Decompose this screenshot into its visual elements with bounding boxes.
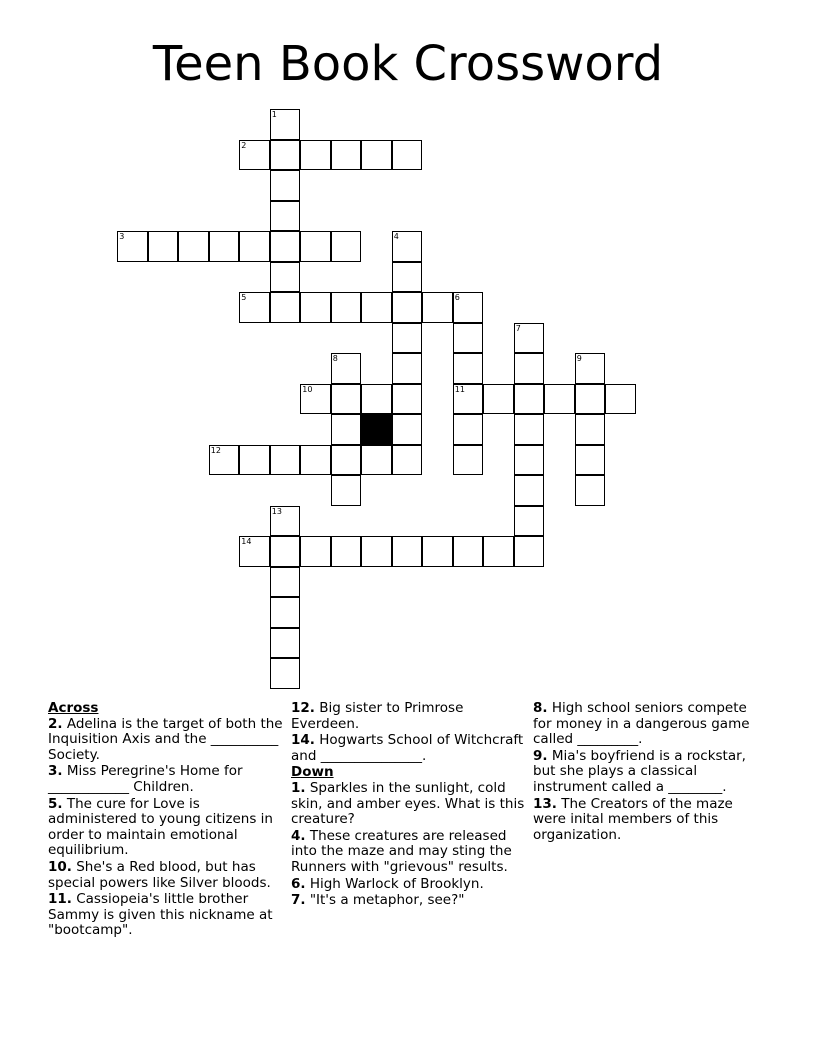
across-clue-list [48,717,284,939]
grid-cell[interactable] [514,536,545,567]
grid-cell[interactable] [605,384,636,415]
grid-cell[interactable] [575,353,606,384]
grid-cell[interactable] [331,384,362,415]
clue-text: Hogwarts School of Witchcraft and _______________. [291,732,524,764]
clue-number: 8 [332,354,338,364]
clue-text: Big sister to Primrose Everdeen. [291,700,464,732]
grid-cell[interactable] [361,445,392,476]
clue-text: Adelina is the target of both the Inquisition Axis and the __________ Society. [48,715,283,763]
clue-number-label: 12. [291,700,315,716]
down-clue [533,749,769,796]
grid-cell[interactable] [178,231,209,262]
grid-cell[interactable] [392,445,423,476]
down-clue [291,893,527,909]
grid-cell[interactable] [331,292,362,323]
grid-cell[interactable] [300,384,331,415]
across-clue [48,764,284,795]
grid-cell[interactable] [300,140,331,171]
clue-number-label: 13. [533,795,557,812]
grid-cell[interactable] [331,445,362,476]
down-clue-list [291,781,527,909]
grid-cell[interactable] [209,231,240,262]
grid-cell[interactable] [270,201,301,232]
grid-cell[interactable] [514,323,545,354]
grid-cell[interactable] [422,292,453,323]
clue-number-label: 11. [48,891,72,908]
grid-cell[interactable] [331,140,362,171]
grid-cell[interactable] [514,414,545,445]
grid-cell[interactable] [270,262,301,293]
clue-number: 9 [576,354,582,364]
clue-text: The Creators of the maze were inital members of this organization. [533,795,733,843]
grid-cell[interactable] [270,658,301,689]
grid-cell[interactable] [453,384,484,415]
grid-cell[interactable] [270,292,301,323]
grid-cell[interactable] [300,292,331,323]
down-clue-list-continued [533,701,769,843]
across-clue [291,701,527,732]
grid-cell[interactable] [453,292,484,323]
across-clue-list-continued [291,701,527,764]
grid-cell[interactable] [422,536,453,567]
grid-cell[interactable] [239,445,270,476]
grid-cell[interactable] [361,536,392,567]
grid-cell[interactable] [239,536,270,567]
clue-number: 13 [271,506,282,516]
down-clue [533,701,769,748]
grid-cell[interactable] [331,475,362,506]
clue-number-label: 2. [48,715,63,732]
clue-text: The cure for Love is administered to young citizens in order to maintain emotional equilibrium. [48,795,273,859]
grid-cell[interactable] [514,506,545,537]
clue-number-label: 9. [533,747,548,764]
clues-column-2 [291,701,527,910]
grid-cell[interactable] [209,445,240,476]
grid-cell[interactable] [453,536,484,567]
grid-cell[interactable] [575,445,606,476]
grid-cell[interactable] [300,536,331,567]
grid-cell[interactable] [331,414,362,445]
clue-number: 6 [454,293,460,303]
grid-cell[interactable] [392,536,423,567]
grid-cell[interactable] [270,109,301,140]
clue-text: Sparkles in the sunlight, cold skin, and amber eyes. What is this creature? [291,779,525,828]
grid-cell[interactable] [270,231,301,262]
clue-number-label: 3. [48,763,63,780]
clue-number: 12 [210,445,221,455]
grid-cell[interactable] [270,445,301,476]
grid-cell[interactable] [361,384,392,415]
clue-number: 10 [302,384,313,394]
grid-cell[interactable] [239,292,270,323]
grid-cell[interactable] [392,292,423,323]
down-clue [291,877,527,893]
grid-cell[interactable] [392,231,423,262]
clue-number-label: 7. [291,892,306,909]
grid-cell[interactable] [392,323,423,354]
across-clue [291,733,527,764]
clue-number-label: 1. [291,779,306,796]
down-clue [291,829,527,876]
clue-number: 4 [393,232,399,242]
clue-number-label: 5. [48,795,63,812]
clue-number-label: 10. [48,858,72,875]
grid-cell[interactable] [483,536,514,567]
grid-cell[interactable] [544,384,575,415]
down-clue [533,797,769,844]
clue-number: 3 [119,232,125,242]
grid-cell[interactable] [453,445,484,476]
grid-cell[interactable] [270,628,301,659]
grid-cell[interactable] [270,506,301,537]
grid-cell[interactable] [392,414,423,445]
clue-number-label: 4. [291,827,306,844]
grid-cell[interactable] [392,140,423,171]
grid-cell[interactable] [483,384,514,415]
across-heading: Across [48,700,99,716]
clue-number: 11 [454,384,465,394]
grid-cell[interactable] [453,323,484,354]
grid-cell[interactable] [514,353,545,384]
grid-cell[interactable] [514,475,545,506]
grid-cell[interactable] [270,536,301,567]
clue-text: Mia's boyfriend is a rockstar, but she plays a classical instrument called a ________. [533,747,746,795]
clue-text: Cassiopeia's little brother Sammy is given this nickname at "bootcamp". [48,891,273,939]
grid-cell[interactable] [270,567,301,598]
grid-black-cell [361,414,392,445]
clue-number-label: 6. [291,875,306,892]
across-clue [48,860,284,891]
grid-cell[interactable] [331,536,362,567]
grid-cell[interactable] [270,170,301,201]
clues-column-3 [533,701,769,844]
clues-column-1 [48,701,284,940]
across-clue [48,797,284,859]
grid-cell[interactable] [575,475,606,506]
clue-number: 1 [271,110,277,120]
grid-cell[interactable] [239,140,270,171]
page-title: Teen Book Crossword [152,36,664,92]
grid-cell[interactable] [514,384,545,415]
grid-cell[interactable] [575,414,606,445]
grid-cell[interactable] [575,384,606,415]
grid-cell[interactable] [148,231,179,262]
clue-text: High school seniors compete for money in a dangerous game called _________. [533,700,750,748]
grid-cell[interactable] [514,445,545,476]
clue-number: 14 [241,537,252,547]
grid-cell[interactable] [270,597,301,628]
clue-text: She's a Red blood, but has special powers like Silver bloods. [48,858,271,891]
grid-cell[interactable] [453,353,484,384]
clue-number-label: 14. [291,732,315,749]
clue-text: High Warlock of Brooklyn. [305,875,484,892]
down-clue [291,781,527,828]
down-heading: Down [291,764,334,781]
grid-cell[interactable] [392,262,423,293]
grid-cell[interactable] [117,231,148,262]
clue-number: 7 [515,323,521,333]
across-clue [48,892,284,939]
grid-cell[interactable] [270,140,301,171]
clue-number: 5 [241,293,247,303]
grid-cell[interactable] [392,384,423,415]
grid-cell[interactable] [331,353,362,384]
clue-text: "It's a metaphor, see?" [305,892,465,909]
grid-cell[interactable] [361,140,392,171]
grid-cell[interactable] [300,445,331,476]
grid-cell[interactable] [331,231,362,262]
clue-number: 2 [241,140,247,150]
across-clue [48,717,284,764]
grid-cell[interactable] [361,292,392,323]
clue-text: Miss Peregrine's Home for ____________ Children. [48,763,243,795]
grid-cell[interactable] [453,414,484,445]
clue-number-label: 8. [533,700,548,716]
clue-text: These creatures are released into the maze and may sting the Runners with "grievous" results. [291,827,512,875]
grid-cell[interactable] [239,231,270,262]
grid-cell[interactable] [300,231,331,262]
grid-cell[interactable] [392,353,423,384]
